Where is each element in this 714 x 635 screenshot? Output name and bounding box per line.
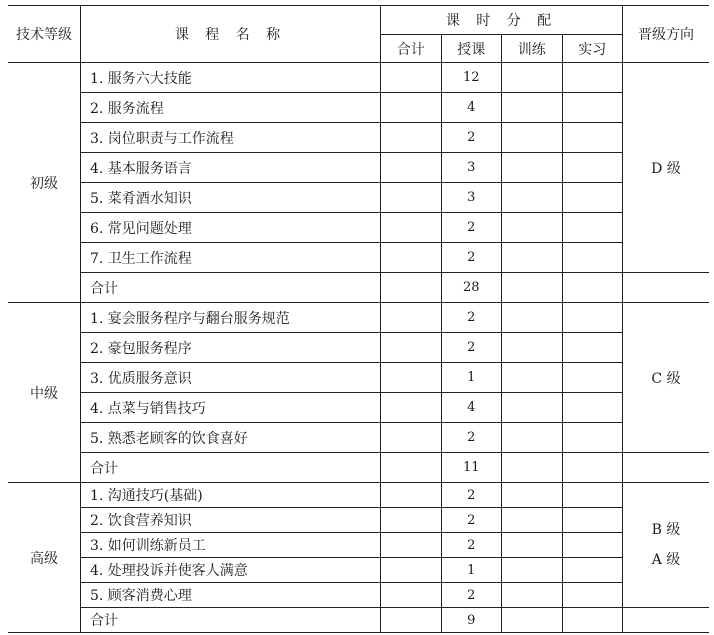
table-row	[8, 583, 709, 608]
subtotal-row	[8, 608, 709, 633]
table-row	[8, 508, 709, 533]
lecture-cell: 2	[441, 333, 502, 363]
direction-empty-cell	[623, 608, 710, 633]
lecture-cell: 12	[441, 63, 502, 93]
practice-cell	[562, 483, 623, 508]
lecture-cell: 2	[441, 123, 502, 153]
practice-cell	[562, 303, 623, 333]
table-row	[8, 533, 709, 558]
practice-cell	[562, 608, 623, 633]
header-course-name: 课 程 名 称	[81, 6, 381, 63]
course-name: 1. 宴会服务程序与翻台服务规范	[81, 303, 381, 333]
practice-cell	[562, 583, 623, 608]
training-cell	[502, 363, 563, 393]
header-row-1	[8, 6, 709, 35]
direction-line: B 级	[651, 522, 681, 538]
subtotal-lecture: 9	[441, 608, 502, 633]
table-row	[8, 333, 709, 363]
direction-line: A 级	[651, 552, 681, 568]
practice-cell	[562, 183, 623, 213]
training-cell	[502, 608, 563, 633]
table-row	[8, 93, 709, 123]
total-cell	[381, 483, 442, 508]
lecture-cell: 3	[441, 183, 502, 213]
course-name: 3. 岗位职责与工作流程	[81, 123, 381, 153]
header-training: 训练	[502, 35, 563, 63]
lecture-cell: 1	[441, 558, 502, 583]
subtotal-label: 合计	[81, 608, 381, 633]
total-cell	[381, 533, 442, 558]
course-name: 4. 点菜与销售技巧	[81, 393, 381, 423]
practice-cell	[562, 273, 623, 303]
direction-cell: D 级	[623, 63, 710, 273]
subtotal-row	[8, 273, 709, 303]
course-name: 2. 饮食营养知识	[81, 508, 381, 533]
level-cell: 高级	[8, 483, 81, 633]
course-name: 1. 沟通技巧(基础)	[81, 483, 381, 508]
training-cell	[502, 63, 563, 93]
header-total: 合计	[381, 35, 442, 63]
total-cell	[381, 453, 442, 483]
training-cell	[502, 153, 563, 183]
header-practice: 实习	[562, 35, 623, 63]
table-row	[8, 393, 709, 423]
practice-cell	[562, 213, 623, 243]
course-name: 4. 处理投诉并使客人满意	[81, 558, 381, 583]
table-row	[8, 213, 709, 243]
training-cell	[502, 243, 563, 273]
subtotal-row	[8, 453, 709, 483]
practice-cell	[562, 393, 623, 423]
practice-cell	[562, 93, 623, 123]
table-row	[8, 303, 709, 333]
total-cell	[381, 63, 442, 93]
total-cell	[381, 273, 442, 303]
practice-cell	[562, 123, 623, 153]
table-row	[8, 483, 709, 508]
training-cell	[502, 123, 563, 153]
training-cell	[502, 273, 563, 303]
course-name: 2. 豪包服务程序	[81, 333, 381, 363]
total-cell	[381, 333, 442, 363]
lecture-cell: 2	[441, 243, 502, 273]
training-cell	[502, 183, 563, 213]
training-cell	[502, 453, 563, 483]
lecture-cell: 2	[441, 213, 502, 243]
subtotal-label: 合计	[81, 453, 381, 483]
practice-cell	[562, 63, 623, 93]
practice-cell	[562, 423, 623, 453]
training-cell	[502, 423, 563, 453]
total-cell	[381, 608, 442, 633]
table-row	[8, 243, 709, 273]
course-name: 3. 如何训练新员工	[81, 533, 381, 558]
practice-cell	[562, 453, 623, 483]
direction-empty-cell	[623, 453, 710, 483]
course-schedule-table	[8, 5, 709, 633]
header-lecture: 授课	[441, 35, 502, 63]
direction-cell: C 级	[623, 303, 710, 453]
practice-cell	[562, 533, 623, 558]
lecture-cell: 2	[441, 533, 502, 558]
practice-cell	[562, 333, 623, 363]
practice-cell	[562, 508, 623, 533]
course-schedule-table-container	[8, 5, 709, 633]
table-row	[8, 363, 709, 393]
training-cell	[502, 508, 563, 533]
table-row	[8, 63, 709, 93]
course-name: 1. 服务六大技能	[81, 63, 381, 93]
header-level: 技术等级	[8, 6, 81, 63]
course-name: 4. 基本服务语言	[81, 153, 381, 183]
table-row	[8, 558, 709, 583]
total-cell	[381, 213, 442, 243]
lecture-cell: 3	[441, 153, 502, 183]
level-cell: 初级	[8, 63, 81, 303]
table-row	[8, 153, 709, 183]
total-cell	[381, 303, 442, 333]
subtotal-lecture: 28	[441, 273, 502, 303]
training-cell	[502, 333, 563, 363]
subtotal-lecture: 11	[441, 453, 502, 483]
level-cell: 中级	[8, 303, 81, 483]
training-cell	[502, 558, 563, 583]
course-name: 5. 顾客消费心理	[81, 583, 381, 608]
practice-cell	[562, 363, 623, 393]
lecture-cell: 2	[441, 583, 502, 608]
training-cell	[502, 533, 563, 558]
table-row	[8, 183, 709, 213]
lecture-cell: 4	[441, 393, 502, 423]
course-name: 6. 常见问题处理	[81, 213, 381, 243]
subtotal-label: 合计	[81, 273, 381, 303]
course-name: 5. 熟悉老顾客的饮食喜好	[81, 423, 381, 453]
total-cell	[381, 153, 442, 183]
lecture-cell: 2	[441, 423, 502, 453]
total-cell	[381, 423, 442, 453]
total-cell	[381, 123, 442, 153]
lecture-cell: 2	[441, 483, 502, 508]
total-cell	[381, 558, 442, 583]
total-cell	[381, 243, 442, 273]
training-cell	[502, 583, 563, 608]
table-row	[8, 423, 709, 453]
training-cell	[502, 483, 563, 508]
lecture-cell: 1	[441, 363, 502, 393]
table-row	[8, 123, 709, 153]
lecture-cell: 2	[441, 303, 502, 333]
course-name: 5. 菜肴酒水知识	[81, 183, 381, 213]
total-cell	[381, 393, 442, 423]
course-name: 7. 卫生工作流程	[81, 243, 381, 273]
header-direction: 晋级方向	[623, 6, 710, 63]
total-cell	[381, 363, 442, 393]
practice-cell	[562, 243, 623, 273]
direction-empty-cell	[623, 273, 710, 303]
header-hours-group: 课 时 分 配	[381, 6, 623, 35]
course-name: 3. 优质服务意识	[81, 363, 381, 393]
training-cell	[502, 93, 563, 123]
total-cell	[381, 183, 442, 213]
course-name: 2. 服务流程	[81, 93, 381, 123]
training-cell	[502, 303, 563, 333]
lecture-cell: 4	[441, 93, 502, 123]
total-cell	[381, 508, 442, 533]
practice-cell	[562, 558, 623, 583]
practice-cell	[562, 153, 623, 183]
training-cell	[502, 213, 563, 243]
direction-cell	[623, 483, 710, 608]
lecture-cell: 2	[441, 508, 502, 533]
total-cell	[381, 583, 442, 608]
total-cell	[381, 93, 442, 123]
training-cell	[502, 393, 563, 423]
